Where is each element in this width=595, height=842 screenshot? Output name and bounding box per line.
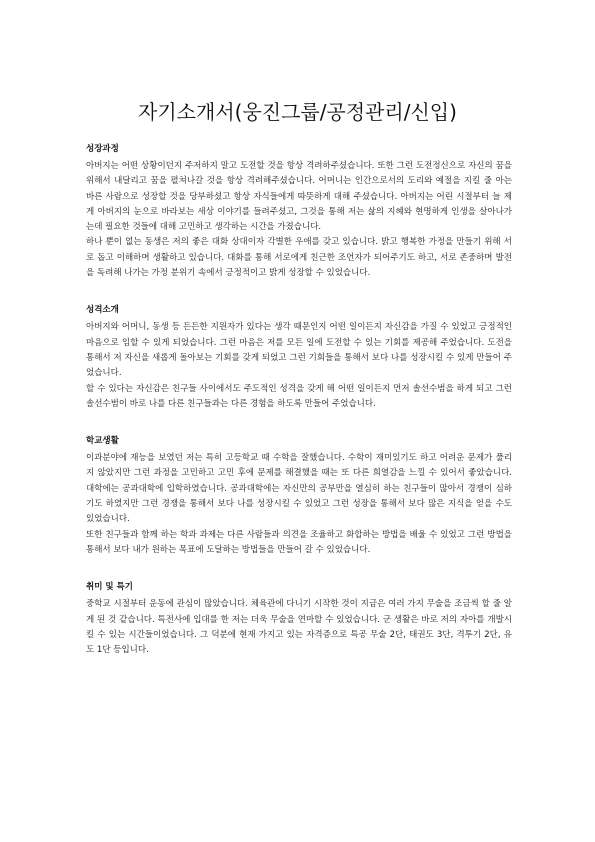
section-heading: 학교생활 (86, 436, 119, 447)
document-title: 자기소개서(웅진그룹/공정관리/신입) (138, 100, 457, 124)
section-hobbies (86, 580, 512, 658)
paragraph: 또한 친구들과 함께 하는 학과 과제는 다른 사람들과 의견을 조율하고 화합하는 방법을 배울 수 있었고 그런 방법을 통해서 보다 내가 원하는 목표에 도달하는 방법들을 만들어 갈 수 있었습니다. (86, 529, 512, 555)
document-body (86, 142, 512, 658)
paragraph: 중학교 시절부터 운동에 관심이 많았습니다. 체육관에 다니기 시작한 것이 지금은 여러 가지 무술을 조금씩 할 줄 알게 된 것 같습니다. 특전사에 입대를 한 저는 더욱 무술을 연마할 수 있었습니다. 군 생활은 바로 저의 자아를 개발시킬 수 있는 시간들이었습니다. 그 덕분에 현재 가지고 있는 자격증으로 특공 무술 2단, 태권도 3단, 격투기 2단, 유도 1단 등입니다. (86, 599, 512, 656)
section-growth (86, 142, 512, 281)
paragraph: 아버지는 어떤 상황이던지 주저하지 말고 도전할 것을 항상 격려하주셨습니다. 또한 그런 도전정신으로 자신의 꿈을 위해서 내달리고 꿈을 펼쳐나갈 것을 항상 격려해주셨습니다. 어머니는 인간으로서의 도리와 예절을 지킬 줄 아는 바른 사람으로 성장할 것을 당부하셨고 항상 자식들에게 따뜻하게 대해 주셨습니다. 아버지는 어린 시절부터 늘 제게 아버지의 눈으로 바라보는 세상 이야기를 들려주셨고, 그것을 통해 저는 삶의 지혜와 현명하게 인생을 살아나가는데 필요한 것들에 대해 고민하고 생각하는 시간을 가졌습니다. (86, 161, 512, 233)
section-heading: 성격소개 (86, 305, 119, 316)
paragraph: 하나 뿐이 없는 동생은 저의 좋은 대화 상대이자 각별한 우애를 갖고 있습니다. 밝고 행복한 가정을 만들기 위해 서로 돕고 이해하며 생활하고 있습니다. 대화를 통해 서로에게 친근한 조언자가 되어주기도 하고, 서로 존중하며 발전을 독려해 나가는 가정 분위기 속에서 긍정적이고 밝게 성장할 수 있었습니다. (86, 237, 512, 279)
section-heading: 성장과정 (86, 144, 119, 154)
section-personality (86, 303, 512, 412)
paragraph: 아버지와 어머니, 동생 등 든든한 지원자가 있다는 생각 때문인지 어떤 일이든지 자신감을 가질 수 있었고 긍정적인 마음으로 임할 수 있게 되었습니다. 그런 마음은 저를 모든 일에 도전할 수 있는 기회를 제공해 주었습니다. 도전을 통해서 저 자신을 새롭게 돌아보는 기회를 갖게 되었고 그런 기회들을 통해서 보다 나를 성장시킬 수 있게 만들어 주었습니다. (86, 322, 512, 379)
section-heading: 취미 및 특기 (86, 582, 133, 593)
section-school-life (86, 434, 512, 558)
paragraph: 이과분야에 재능을 보였던 저는 특히 고등학교 때 수학을 잘했습니다. 수학이 재미있기도 하고 어려운 문제가 풀리지 않았지만 그런 과정을 고민하고 고민 후에 문제를 해결했을 때는 또 다른 희열감을 느낄 수 있어서 좋았습니다. 대학에는 공과대학에 입학하였습니다. 공과대학에는 자신만의 공부만을 열심히 하는 친구들이 많아서 경쟁이 심하기도 하였지만 그런 경쟁을 통해서 보다 나를 성장시킬 수 있었고 그런 성장을 통해서 보다 많은 지식을 얻을 수도 있었습니다. (86, 453, 512, 525)
paragraph: 할 수 있다는 자신감은 친구들 사이에서도 주도적인 성격을 갖게 해 어떤 일이든지 먼저 솔선수범을 하게 되고 그런 솔선수범이 바로 나를 다른 친구들과는 다른 경험을 하도록 만들어 주었습니다. (86, 383, 512, 409)
